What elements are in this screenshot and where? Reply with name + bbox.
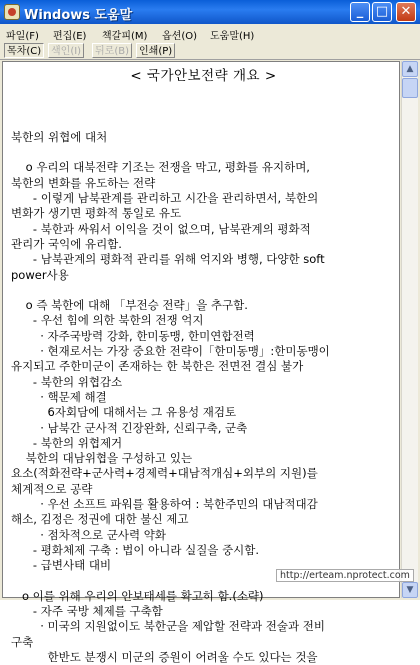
close-button[interactable]: ✕: [396, 2, 416, 22]
document-line: - 이렇게 남북관계를 관리하고 시간을 관리하면서, 북한의: [11, 191, 319, 206]
title-bar[interactable]: [0, 0, 420, 24]
document-line: 6자회담에 대해서는 그 유용성 재검토: [11, 405, 237, 420]
help-app-icon: [4, 4, 20, 20]
document-line: - 북한의 위협제거: [11, 435, 123, 450]
scroll-up-icon[interactable]: ▲: [402, 61, 418, 77]
window-title: Windows 도움말: [24, 8, 133, 23]
scroll-down-icon[interactable]: ▼: [402, 582, 418, 598]
document-line: [11, 115, 396, 130]
document-line: o 우리의 대북전략 기조는 전쟁을 막고, 평화를 유지하며,: [11, 160, 310, 175]
button-bar: [0, 42, 420, 60]
menu-file[interactable]: 파일(F): [6, 31, 39, 42]
document-line: · 점차적으로 군사력 약화: [11, 527, 166, 542]
menu-bar: [0, 24, 420, 42]
tab-print[interactable]: 인쇄(P): [136, 43, 175, 58]
document-line: 북한의 변화를 유도하는 전략: [11, 175, 156, 190]
document-line: - 우선 힘에 의한 북한의 전쟁 억지: [11, 313, 204, 328]
menu-options[interactable]: 옵션(O): [162, 31, 197, 42]
document-line: 유지되고 주한미군이 존재하는 한 북한은 전면전 결심 불가: [11, 359, 304, 374]
document-line: [11, 283, 396, 298]
document-line: o 즉 북한에 대해 「부전승 전략」을 추구함.: [11, 298, 248, 313]
document-line: · 핵문제 해결: [11, 389, 107, 404]
document-line: · 자주국방력 강화, 한미동맹, 한미연합전력: [11, 328, 255, 343]
document-title: < 국가안보전략 개요 >: [130, 68, 277, 84]
tab-contents[interactable]: 목차(C): [4, 43, 44, 58]
document-line: - 자주 국방 체제를 구축함: [11, 604, 163, 619]
document-line: power사용: [11, 267, 69, 282]
scroll-thumb[interactable]: [402, 78, 418, 98]
document-line: - 남북관계의 평화적 관리를 위해 억지와 병행, 다양한 soft: [11, 252, 325, 267]
document-line: · 우선 소프트 파워를 활용하여 : 북한주민의 대남적대감: [11, 497, 318, 512]
document-line: [11, 99, 396, 114]
menu-bookmark[interactable]: 책갈피(M): [102, 31, 148, 42]
document-line: o 이를 위해 우리의 안보태세를 확고히 함.(소략): [11, 588, 264, 603]
document-line: - 급변사태 대비: [11, 558, 112, 573]
document-line: 북한의 대남위협을 구성하고 있는: [11, 451, 193, 466]
document-line: 체계적으로 공략: [11, 481, 93, 496]
tab-index[interactable]: 색인(I): [48, 43, 84, 58]
document-line: · 현재로서는 가장 중요한 전략이「한미동맹」:한미동맹이: [11, 344, 330, 359]
tab-back[interactable]: 뒤로(B): [92, 43, 132, 58]
document-line: 요소(적화전략+군사력+경제력+대남적개심+외부의 지원)를: [11, 466, 318, 481]
menu-edit[interactable]: 편집(E): [53, 31, 87, 42]
document-line: - 북한의 위협감소: [11, 374, 123, 389]
document-line: 변화가 생기면 평화적 통일로 유도: [11, 206, 182, 221]
document-line: 해소, 김정은 정권에 대한 불신 제고: [11, 512, 189, 527]
document-line: [11, 84, 396, 99]
vertical-scrollbar[interactable]: [401, 61, 418, 598]
help-content-pane[interactable]: [2, 61, 400, 664]
minimize-button[interactable]: _: [350, 2, 370, 22]
url-watermark: http://erteam.nprotect.com: [276, 569, 414, 582]
maximize-button[interactable]: □: [372, 2, 392, 22]
document-line: 구축: [11, 634, 34, 649]
document-line: - 평화체제 구축 : 법이 아니라 실질을 중시함.: [11, 542, 260, 557]
document-line: 한반도 분쟁시 미군의 증원이 어려울 수도 있다는 것을: [11, 649, 318, 664]
document-line: 관리가 국익에 유리함.: [11, 236, 122, 251]
document-line: [11, 145, 396, 160]
document-line: 북한의 위협에 대처: [11, 129, 108, 144]
document-line: · 미국의 지원없이도 북한군을 제압할 전략과 전술과 전비: [11, 619, 325, 634]
document-line: · 남북간 군사적 긴장완화, 신뢰구축, 군축: [11, 420, 248, 435]
menu-help[interactable]: 도움말(H): [210, 31, 255, 42]
document-line: - 북한과 싸워서 이익을 것이 없으며, 남북관계의 평화적: [11, 221, 311, 236]
